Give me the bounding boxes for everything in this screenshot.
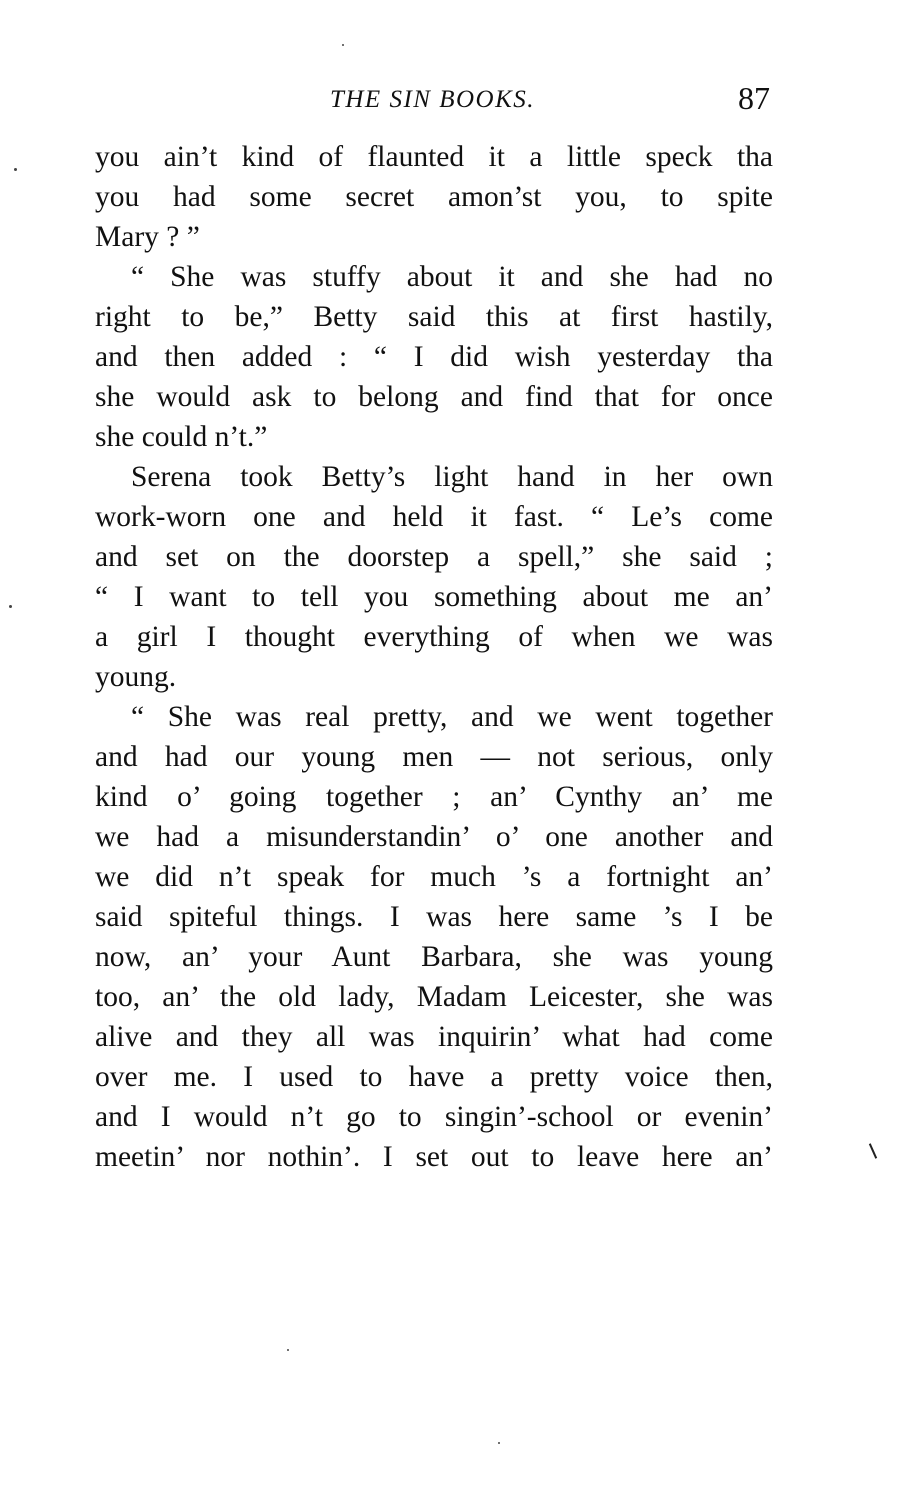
running-title: THE SIN BOOKS. bbox=[329, 86, 536, 113]
scan-speck bbox=[14, 168, 17, 171]
text-line: we had a misunderstandin’ o’ one another and bbox=[95, 821, 773, 853]
text-line: and set on the doorstep a spell,” she said ; bbox=[95, 541, 773, 573]
paragraph bbox=[95, 697, 773, 1177]
text-line: young. bbox=[95, 661, 177, 693]
text-line: Mary ? ” bbox=[95, 221, 200, 253]
text-line: “ I want to tell you something about me an’ bbox=[95, 581, 773, 613]
text-line: a girl I thought everything of when we was bbox=[95, 621, 773, 653]
paragraph bbox=[95, 137, 773, 257]
text-line: she would ask to belong and find that for once bbox=[95, 381, 773, 413]
text-line: you ain’t kind of flaunted it a little speck tha bbox=[95, 141, 773, 173]
text-line: and I would n’t go to singin’-school or evenin’ bbox=[95, 1101, 773, 1133]
scan-speck bbox=[9, 605, 12, 608]
running-head bbox=[95, 80, 770, 120]
text-line: “ She was stuffy about it and she had no bbox=[131, 261, 773, 293]
text-line: Serena took Betty’s light hand in her own bbox=[131, 461, 773, 493]
text-line: over me. I used to have a pretty voice then, bbox=[95, 1061, 773, 1093]
scan-speck bbox=[498, 1442, 500, 1444]
text-line: she could n’t.” bbox=[95, 421, 268, 453]
text-line: right to be,” Betty said this at first hastily, bbox=[95, 301, 773, 333]
text-line: too, an’ the old lady, Madam Leicester, she was bbox=[95, 981, 773, 1013]
text-line: said spiteful things. I was here same ’s I be bbox=[95, 901, 773, 933]
scan-speck bbox=[287, 1349, 289, 1351]
text-line: kind o’ going together ; an’ Cynthy an’ me bbox=[95, 781, 773, 813]
text-line: alive and they all was inquirin’ what had come bbox=[95, 1021, 773, 1053]
scan-mark bbox=[869, 1143, 877, 1158]
text-line: and had our young men — not serious, only bbox=[95, 741, 773, 773]
text-line: now, an’ your Aunt Barbara, she was young bbox=[95, 941, 773, 973]
text-line: you had some secret amon’st you, to spite bbox=[95, 181, 773, 213]
scan-speck bbox=[342, 44, 344, 46]
body-text bbox=[95, 137, 773, 1177]
page-number: 87 bbox=[738, 80, 770, 116]
paragraph bbox=[95, 257, 773, 457]
text-line: “ She was real pretty, and we went together bbox=[131, 701, 773, 733]
text-line: meetin’ nor nothin’. I set out to leave here an’ bbox=[95, 1141, 773, 1173]
paragraph bbox=[95, 457, 773, 697]
text-line: and then added : “ I did wish yesterday tha bbox=[95, 341, 773, 373]
text-line: we did n’t speak for much ’s a fortnight an’ bbox=[95, 861, 773, 893]
text-line: work-worn one and held it fast. “ Le’s come bbox=[95, 501, 773, 533]
